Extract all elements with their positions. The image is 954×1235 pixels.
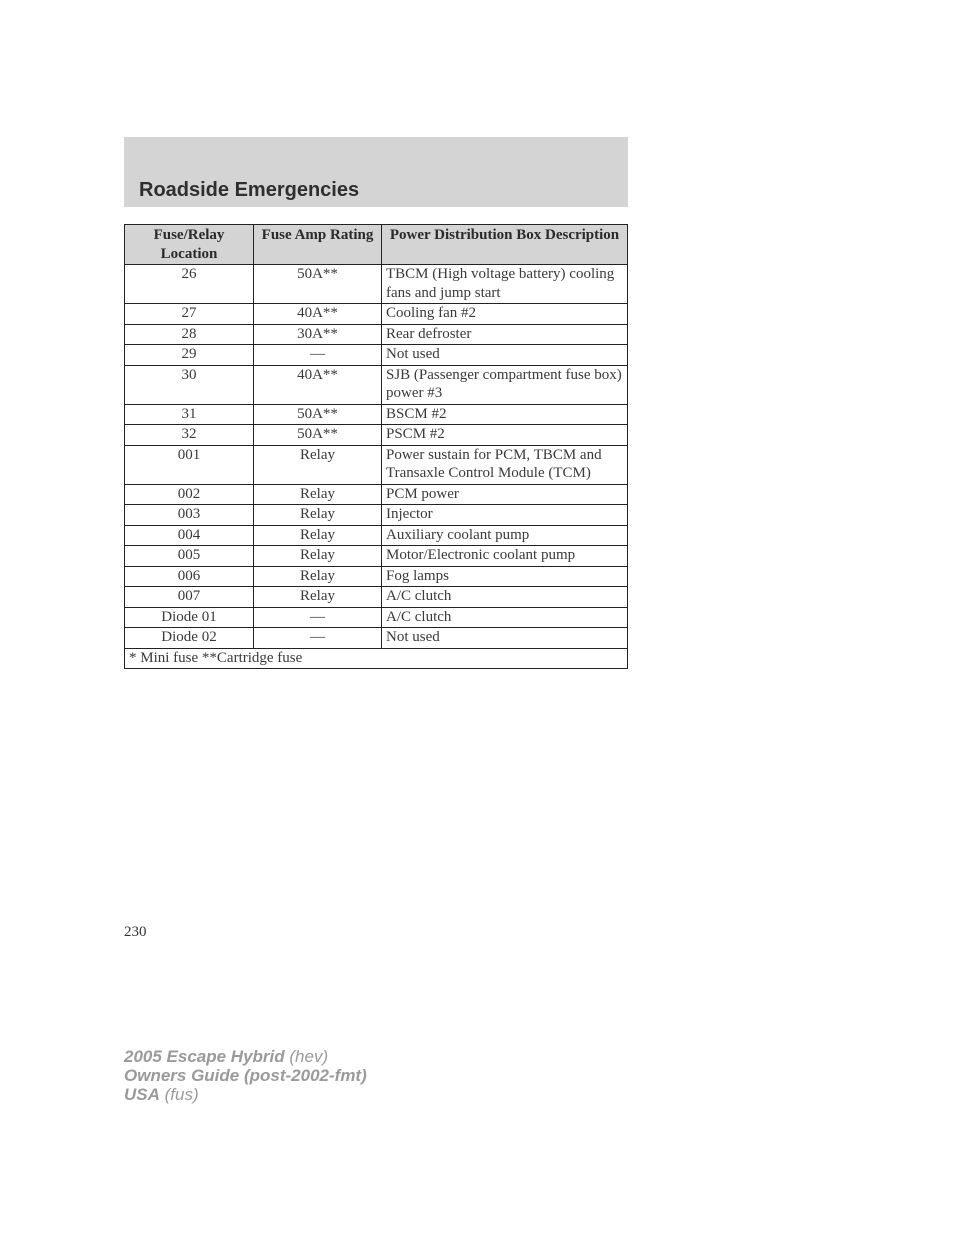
table-row (125, 546, 628, 567)
cell-description: Rear defroster (382, 324, 628, 345)
table-row (125, 566, 628, 587)
footer-model: 2005 Escape Hybrid (124, 1047, 285, 1066)
footer-market-code: (fus) (164, 1085, 199, 1104)
cell-location: 29 (125, 345, 254, 366)
cell-amp-rating: 30A** (254, 324, 382, 345)
cell-location: Diode 02 (125, 628, 254, 649)
footer-market: USA (124, 1085, 160, 1104)
cell-location: 28 (125, 324, 254, 345)
cell-location: 27 (125, 304, 254, 325)
cell-amp-rating: 40A** (254, 365, 382, 404)
cell-description: Not used (382, 628, 628, 649)
cell-description: A/C clutch (382, 607, 628, 628)
cell-amp-rating: Relay (254, 484, 382, 505)
cell-location: 007 (125, 587, 254, 608)
column-header-description: Power Distribution Box Description (382, 225, 628, 265)
cell-description: Injector (382, 505, 628, 526)
table-row (125, 505, 628, 526)
footer-model-code: (hev) (289, 1047, 329, 1066)
footer-line-1 (124, 1047, 367, 1066)
cell-amp-rating: 40A** (254, 304, 382, 325)
cell-description: BSCM #2 (382, 404, 628, 425)
table-row (125, 365, 628, 404)
table-row (125, 265, 628, 304)
section-title: Roadside Emergencies (139, 179, 360, 201)
footer-guide: Owners Guide (post-2002-fmt) (124, 1066, 367, 1085)
cell-description: Fog lamps (382, 566, 628, 587)
table-row (125, 404, 628, 425)
cell-description: Cooling fan #2 (382, 304, 628, 325)
cell-description: SJB (Passenger compartment fuse box) power #3 (382, 365, 628, 404)
table-row (125, 425, 628, 446)
cell-location: 003 (125, 505, 254, 526)
cell-description: PSCM #2 (382, 425, 628, 446)
cell-location: 30 (125, 365, 254, 404)
table-row (125, 587, 628, 608)
cell-location: 005 (125, 546, 254, 567)
cell-amp-rating: — (254, 607, 382, 628)
cell-location: Diode 01 (125, 607, 254, 628)
table-header-row (125, 225, 628, 265)
page-number: 230 (124, 924, 147, 940)
cell-description: TBCM (High voltage battery) cooling fans and jump start (382, 265, 628, 304)
cell-location: 32 (125, 425, 254, 446)
cell-amp-rating: Relay (254, 587, 382, 608)
cell-location: 004 (125, 525, 254, 546)
table-row (125, 484, 628, 505)
cell-amp-rating: — (254, 628, 382, 649)
table-row (125, 525, 628, 546)
table-row (125, 445, 628, 484)
cell-description: Motor/Electronic coolant pump (382, 546, 628, 567)
cell-amp-rating: 50A** (254, 425, 382, 446)
cell-amp-rating: — (254, 345, 382, 366)
column-header-location: Fuse/Relay Location (125, 225, 254, 265)
table-body (125, 265, 628, 649)
cell-location: 31 (125, 404, 254, 425)
table-footnote: * Mini fuse **Cartridge fuse (125, 648, 628, 669)
cell-description: Auxiliary coolant pump (382, 525, 628, 546)
footer-line-3 (124, 1085, 367, 1104)
document-footer (124, 1047, 367, 1104)
table-row (125, 304, 628, 325)
table-footnote-row (125, 648, 628, 669)
cell-location: 26 (125, 265, 254, 304)
footer-line-2 (124, 1066, 367, 1085)
table-row (125, 324, 628, 345)
cell-amp-rating: Relay (254, 505, 382, 526)
table-row (125, 628, 628, 649)
table-row (125, 345, 628, 366)
cell-amp-rating: Relay (254, 525, 382, 546)
cell-description: A/C clutch (382, 587, 628, 608)
cell-location: 002 (125, 484, 254, 505)
cell-amp-rating: 50A** (254, 404, 382, 425)
cell-location: 001 (125, 445, 254, 484)
cell-amp-rating: Relay (254, 445, 382, 484)
table-row (125, 607, 628, 628)
cell-amp-rating: Relay (254, 566, 382, 587)
cell-description: Not used (382, 345, 628, 366)
cell-description: Power sustain for PCM, TBCM and Transaxle Control Module (TCM) (382, 445, 628, 484)
section-header-band (124, 137, 628, 207)
cell-amp-rating: 50A** (254, 265, 382, 304)
column-header-amp-rating: Fuse Amp Rating (254, 225, 382, 265)
cell-amp-rating: Relay (254, 546, 382, 567)
fuse-table (124, 224, 628, 669)
cell-location: 006 (125, 566, 254, 587)
cell-description: PCM power (382, 484, 628, 505)
